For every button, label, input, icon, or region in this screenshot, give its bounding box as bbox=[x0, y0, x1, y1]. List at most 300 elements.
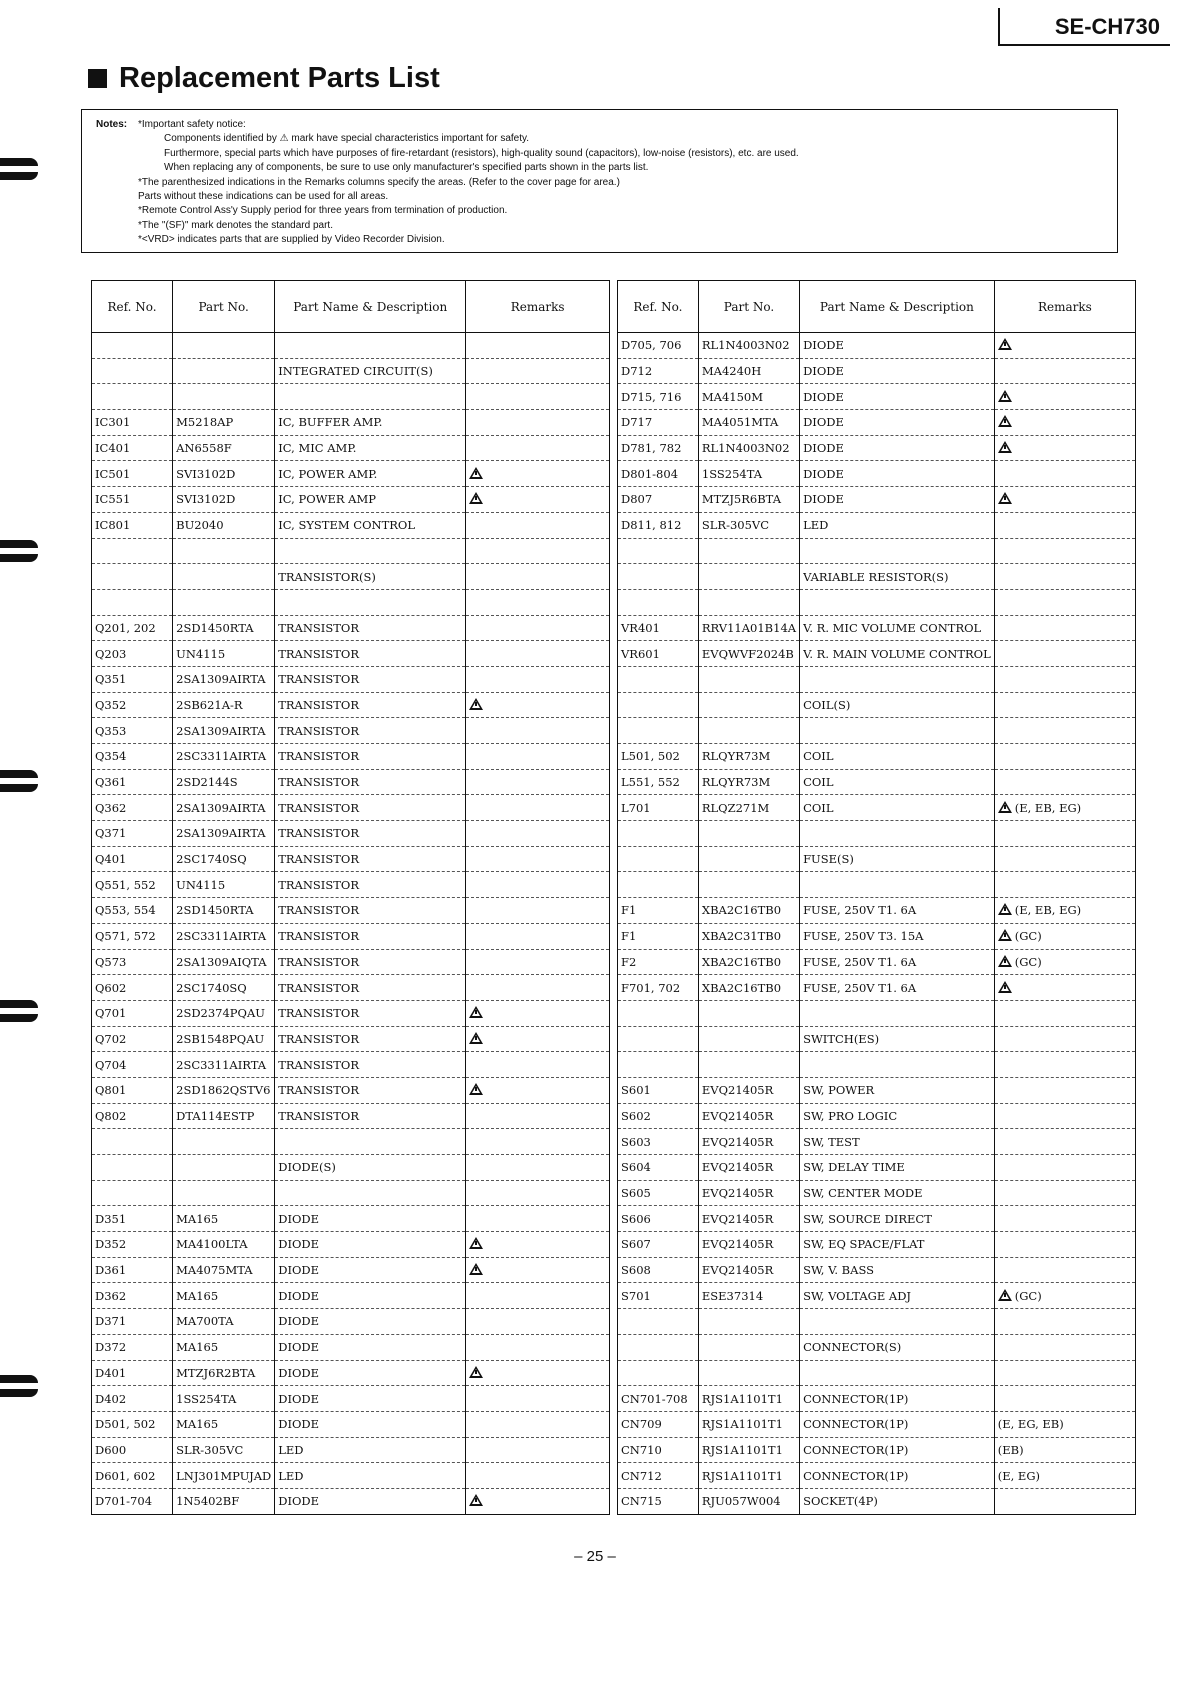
cell-ref: Q352 bbox=[92, 692, 173, 718]
table-row bbox=[92, 461, 610, 487]
cell-ref: D401 bbox=[92, 1360, 173, 1386]
cell-part: MA4075MTA bbox=[173, 1257, 275, 1283]
cell-part: 2SA1309AIRTA bbox=[173, 821, 275, 847]
cell-remarks bbox=[994, 795, 1135, 821]
cell-remarks bbox=[994, 718, 1135, 744]
col-header-part: Part No. bbox=[173, 281, 275, 333]
notes-line: *<VRD> indicates parts that are supplied by Video Recorder Division. bbox=[138, 234, 445, 246]
cell-ref bbox=[92, 358, 173, 384]
cell-desc: CONNECTOR(1P) bbox=[800, 1463, 995, 1489]
table-row bbox=[618, 1463, 1136, 1489]
safety-warning-icon bbox=[998, 955, 1012, 967]
cell-part bbox=[698, 872, 799, 898]
cell-desc: IC, BUFFER AMP. bbox=[275, 410, 466, 436]
cell-remarks bbox=[466, 589, 610, 615]
table-row bbox=[92, 1257, 610, 1283]
safety-warning-icon bbox=[998, 492, 1012, 504]
cell-desc bbox=[800, 821, 995, 847]
cell-part: MA4150M bbox=[698, 384, 799, 410]
cell-remarks bbox=[994, 923, 1135, 949]
cell-part: 2SC1740SQ bbox=[173, 975, 275, 1001]
cell-remarks bbox=[994, 1129, 1135, 1155]
cell-part: EVQ21405R bbox=[698, 1155, 799, 1181]
table-row bbox=[92, 512, 610, 538]
table-row bbox=[92, 923, 610, 949]
cell-part bbox=[698, 1000, 799, 1026]
cell-ref bbox=[618, 718, 699, 744]
cell-part: 2SC3311AIRTA bbox=[173, 744, 275, 770]
table-row bbox=[618, 1206, 1136, 1232]
cell-part: EVQ21405R bbox=[698, 1180, 799, 1206]
cell-part: SLR-305VC bbox=[173, 1437, 275, 1463]
cell-remarks bbox=[466, 666, 610, 692]
cell-part: MA4100LTA bbox=[173, 1232, 275, 1258]
cell-ref: Q553, 554 bbox=[92, 898, 173, 924]
cell-ref: IC551 bbox=[92, 487, 173, 513]
table-row bbox=[618, 461, 1136, 487]
cell-part: MTZJ6R2BTA bbox=[173, 1360, 275, 1386]
cell-part: 2SC1740SQ bbox=[173, 846, 275, 872]
table-row bbox=[92, 692, 610, 718]
cell-part: XBA2C16TB0 bbox=[698, 898, 799, 924]
safety-warning-icon bbox=[469, 1494, 483, 1506]
cell-remarks bbox=[994, 1257, 1135, 1283]
table-row bbox=[618, 1129, 1136, 1155]
cell-desc: FUSE, 250V T3. 15A bbox=[800, 923, 995, 949]
cell-desc: DIODE bbox=[800, 358, 995, 384]
cell-part: SVI3102D bbox=[173, 487, 275, 513]
table-row bbox=[92, 1386, 610, 1412]
safety-warning-icon bbox=[998, 338, 1012, 350]
safety-warning-icon bbox=[998, 415, 1012, 427]
cell-part bbox=[698, 846, 799, 872]
table-row bbox=[92, 1026, 610, 1052]
model-number: SE-CH730 bbox=[1054, 14, 1160, 39]
binder-hole-mark bbox=[0, 540, 38, 562]
cell-desc: TRANSISTOR bbox=[275, 1000, 466, 1026]
cell-remarks bbox=[466, 1283, 610, 1309]
table-row bbox=[92, 1463, 610, 1489]
cell-remarks bbox=[466, 949, 610, 975]
cell-ref bbox=[92, 538, 173, 564]
table-row bbox=[92, 1155, 610, 1181]
cell-desc: LED bbox=[275, 1463, 466, 1489]
col-header-desc: Part Name & Description bbox=[800, 281, 995, 333]
cell-part: EVQ21405R bbox=[698, 1257, 799, 1283]
cell-desc: DIODE bbox=[800, 384, 995, 410]
cell-ref: Q701 bbox=[92, 1000, 173, 1026]
cell-desc: DIODE bbox=[275, 1411, 466, 1437]
safety-warning-icon bbox=[469, 1366, 483, 1378]
cell-ref: CN712 bbox=[618, 1463, 699, 1489]
cell-desc: SW, V. BASS bbox=[800, 1257, 995, 1283]
cell-ref bbox=[618, 666, 699, 692]
table-row bbox=[618, 744, 1136, 770]
cell-ref: F2 bbox=[618, 949, 699, 975]
cell-ref: F1 bbox=[618, 898, 699, 924]
cell-desc bbox=[275, 1129, 466, 1155]
cell-part: RLQZ271M bbox=[698, 795, 799, 821]
cell-part bbox=[698, 538, 799, 564]
cell-part: RJS1A1101T1 bbox=[698, 1386, 799, 1412]
cell-desc: SW, SOURCE DIRECT bbox=[800, 1206, 995, 1232]
cell-remarks bbox=[466, 1052, 610, 1078]
cell-desc: FUSE, 250V T1. 6A bbox=[800, 975, 995, 1001]
parts-table-right-body bbox=[618, 333, 1136, 1515]
cell-remarks bbox=[466, 333, 610, 359]
title-bullet-square bbox=[88, 69, 107, 88]
cell-ref: D811, 812 bbox=[618, 512, 699, 538]
cell-ref: Q361 bbox=[92, 769, 173, 795]
table-row bbox=[92, 1129, 610, 1155]
cell-part: RL1N4003N02 bbox=[698, 435, 799, 461]
cell-remarks bbox=[466, 358, 610, 384]
safety-warning-icon bbox=[469, 1032, 483, 1044]
cell-part bbox=[698, 1052, 799, 1078]
notes-line: *The parenthesized indications in the Remarks columns specify the areas. (Refer to the cover page for area.) bbox=[138, 176, 620, 188]
table-row bbox=[618, 641, 1136, 667]
cell-remarks bbox=[994, 1103, 1135, 1129]
table-row bbox=[618, 872, 1136, 898]
safety-warning-icon bbox=[998, 441, 1012, 453]
cell-remarks bbox=[466, 1155, 610, 1181]
cell-ref: Q571, 572 bbox=[92, 923, 173, 949]
remarks-text: (E, EB, EG) bbox=[1014, 903, 1082, 918]
cell-remarks bbox=[994, 744, 1135, 770]
cell-part bbox=[698, 1334, 799, 1360]
cell-desc: TRANSISTOR(S) bbox=[275, 564, 466, 590]
cell-part: 2SD2144S bbox=[173, 769, 275, 795]
table-row bbox=[618, 1283, 1136, 1309]
cell-ref: D712 bbox=[618, 358, 699, 384]
cell-desc: CONNECTOR(S) bbox=[800, 1334, 995, 1360]
cell-desc: SW, POWER bbox=[800, 1077, 995, 1103]
cell-remarks bbox=[994, 1026, 1135, 1052]
cell-remarks bbox=[994, 1309, 1135, 1335]
cell-ref: Q573 bbox=[92, 949, 173, 975]
table-row bbox=[618, 898, 1136, 924]
cell-desc: DIODE bbox=[275, 1257, 466, 1283]
cell-part bbox=[698, 589, 799, 615]
cell-ref: D352 bbox=[92, 1232, 173, 1258]
table-row bbox=[618, 975, 1136, 1001]
table-row bbox=[92, 1411, 610, 1437]
cell-ref bbox=[618, 1052, 699, 1078]
cell-part: 2SA1309AIQTA bbox=[173, 949, 275, 975]
cell-remarks bbox=[994, 1334, 1135, 1360]
cell-remarks bbox=[994, 1463, 1135, 1489]
cell-ref: S601 bbox=[618, 1077, 699, 1103]
cell-ref bbox=[618, 1026, 699, 1052]
cell-desc: CONNECTOR(1P) bbox=[800, 1437, 995, 1463]
cell-ref: Q371 bbox=[92, 821, 173, 847]
cell-desc: DIODE bbox=[800, 333, 995, 359]
table-row bbox=[618, 410, 1136, 436]
cell-part: RJS1A1101T1 bbox=[698, 1411, 799, 1437]
cell-ref: D371 bbox=[92, 1309, 173, 1335]
cell-part: SLR-305VC bbox=[698, 512, 799, 538]
cell-remarks bbox=[466, 615, 610, 641]
table-row bbox=[92, 744, 610, 770]
cell-desc: DIODE bbox=[275, 1488, 466, 1514]
remarks-text: (GC) bbox=[1014, 1288, 1042, 1303]
cell-part: 1SS254TA bbox=[698, 461, 799, 487]
cell-desc: IC, MIC AMP. bbox=[275, 435, 466, 461]
cell-ref bbox=[618, 1360, 699, 1386]
notes-line: *Important safety notice: bbox=[138, 119, 246, 130]
cell-desc: COIL(S) bbox=[800, 692, 995, 718]
cell-ref: CN709 bbox=[618, 1411, 699, 1437]
cell-part: 1SS254TA bbox=[173, 1386, 275, 1412]
cell-desc: COIL bbox=[800, 795, 995, 821]
safety-warning-icon bbox=[998, 390, 1012, 402]
table-row bbox=[92, 1077, 610, 1103]
cell-remarks bbox=[994, 846, 1135, 872]
cell-remarks bbox=[466, 795, 610, 821]
cell-part bbox=[173, 1180, 275, 1206]
cell-remarks bbox=[466, 1488, 610, 1514]
cell-part: MTZJ5R6BTA bbox=[698, 487, 799, 513]
cell-ref: D701-704 bbox=[92, 1488, 173, 1514]
cell-desc: DIODE bbox=[275, 1360, 466, 1386]
cell-part: RLQYR73M bbox=[698, 744, 799, 770]
cell-part: EVQ21405R bbox=[698, 1232, 799, 1258]
cell-part: 2SB621A-R bbox=[173, 692, 275, 718]
cell-ref bbox=[618, 589, 699, 615]
table-row bbox=[618, 1155, 1136, 1181]
cell-remarks bbox=[994, 975, 1135, 1001]
table-row bbox=[618, 358, 1136, 384]
cell-desc: IC, SYSTEM CONTROL bbox=[275, 512, 466, 538]
parts-table-left bbox=[91, 280, 610, 1515]
cell-remarks bbox=[466, 1103, 610, 1129]
cell-part: XBA2C31TB0 bbox=[698, 923, 799, 949]
cell-remarks bbox=[466, 1411, 610, 1437]
cell-ref bbox=[92, 333, 173, 359]
cell-remarks bbox=[466, 1000, 610, 1026]
cell-ref bbox=[618, 821, 699, 847]
safety-warning-icon bbox=[998, 1289, 1012, 1301]
cell-remarks bbox=[994, 1437, 1135, 1463]
cell-remarks bbox=[994, 1077, 1135, 1103]
cell-remarks bbox=[994, 1283, 1135, 1309]
table-row bbox=[618, 769, 1136, 795]
cell-part: XBA2C16TB0 bbox=[698, 975, 799, 1001]
table-row bbox=[618, 1334, 1136, 1360]
cell-remarks bbox=[466, 435, 610, 461]
cell-remarks bbox=[466, 923, 610, 949]
cell-desc: SW, EQ SPACE/FLAT bbox=[800, 1232, 995, 1258]
cell-ref bbox=[618, 564, 699, 590]
cell-ref: S603 bbox=[618, 1129, 699, 1155]
cell-part: MA700TA bbox=[173, 1309, 275, 1335]
cell-desc: DIODE bbox=[800, 435, 995, 461]
cell-desc: TRANSISTOR bbox=[275, 846, 466, 872]
cell-ref bbox=[92, 1129, 173, 1155]
cell-part: 2SD1450RTA bbox=[173, 898, 275, 924]
table-row bbox=[618, 333, 1136, 359]
cell-remarks bbox=[994, 435, 1135, 461]
cell-ref bbox=[92, 564, 173, 590]
table-row bbox=[92, 1309, 610, 1335]
cell-desc: SW, CENTER MODE bbox=[800, 1180, 995, 1206]
cell-desc: DIODE bbox=[275, 1232, 466, 1258]
table-row bbox=[618, 795, 1136, 821]
cell-part bbox=[698, 1026, 799, 1052]
cell-desc: V. R. MAIN VOLUME CONTROL bbox=[800, 641, 995, 667]
cell-remarks bbox=[466, 769, 610, 795]
cell-desc: TRANSISTOR bbox=[275, 898, 466, 924]
cell-desc: TRANSISTOR bbox=[275, 718, 466, 744]
notes-line: Furthermore, special parts which have purposes of fire-retardant (resistors), high-quality sound (capacitors), low-noise (resistors), etc. are used. bbox=[164, 147, 799, 159]
cell-desc: DIODE bbox=[275, 1386, 466, 1412]
cell-part: 2SA1309AIRTA bbox=[173, 666, 275, 692]
safety-warning-icon bbox=[469, 1006, 483, 1018]
cell-desc: TRANSISTOR bbox=[275, 923, 466, 949]
cell-part: EVQWVF2024B bbox=[698, 641, 799, 667]
cell-ref: IC401 bbox=[92, 435, 173, 461]
cell-remarks bbox=[466, 461, 610, 487]
table-row bbox=[92, 538, 610, 564]
notes-box bbox=[81, 109, 1118, 253]
table-row bbox=[92, 769, 610, 795]
cell-part: 1N5402BF bbox=[173, 1488, 275, 1514]
cell-desc bbox=[800, 589, 995, 615]
cell-ref: Q702 bbox=[92, 1026, 173, 1052]
binder-hole-mark bbox=[0, 770, 38, 792]
cell-desc bbox=[800, 538, 995, 564]
cell-desc: IC, POWER AMP bbox=[275, 487, 466, 513]
cell-ref: S608 bbox=[618, 1257, 699, 1283]
cell-part: 2SC3311AIRTA bbox=[173, 1052, 275, 1078]
cell-remarks bbox=[466, 1360, 610, 1386]
cell-remarks bbox=[994, 872, 1135, 898]
cell-ref: F1 bbox=[618, 923, 699, 949]
cell-desc: DIODE bbox=[800, 487, 995, 513]
table-row bbox=[92, 821, 610, 847]
cell-ref: D801-804 bbox=[618, 461, 699, 487]
cell-ref: IC501 bbox=[92, 461, 173, 487]
cell-desc: SW, VOLTAGE ADJ bbox=[800, 1283, 995, 1309]
remarks-text: (E, EG, EB) bbox=[997, 1417, 1064, 1432]
cell-desc: LED bbox=[800, 512, 995, 538]
cell-remarks bbox=[466, 1129, 610, 1155]
cell-ref: D705, 706 bbox=[618, 333, 699, 359]
cell-desc: DIODE(S) bbox=[275, 1155, 466, 1181]
cell-ref bbox=[92, 1155, 173, 1181]
page-title bbox=[88, 62, 440, 95]
table-row bbox=[618, 615, 1136, 641]
cell-part: BU2040 bbox=[173, 512, 275, 538]
table-row bbox=[92, 1437, 610, 1463]
cell-ref: S701 bbox=[618, 1283, 699, 1309]
table-row bbox=[92, 1000, 610, 1026]
cell-remarks bbox=[994, 461, 1135, 487]
binder-hole-mark bbox=[0, 1000, 38, 1022]
cell-part: EVQ21405R bbox=[698, 1103, 799, 1129]
table-row bbox=[618, 435, 1136, 461]
cell-remarks bbox=[466, 898, 610, 924]
table-row bbox=[618, 1232, 1136, 1258]
cell-ref bbox=[92, 384, 173, 410]
cell-ref: VR601 bbox=[618, 641, 699, 667]
cell-part: 2SD2374PQAU bbox=[173, 1000, 275, 1026]
cell-part: MA165 bbox=[173, 1206, 275, 1232]
cell-remarks bbox=[466, 872, 610, 898]
cell-part bbox=[173, 589, 275, 615]
cell-remarks bbox=[994, 410, 1135, 436]
safety-warning-icon bbox=[998, 929, 1012, 941]
cell-desc bbox=[275, 1180, 466, 1206]
table-row bbox=[618, 1257, 1136, 1283]
cell-part: UN4115 bbox=[173, 872, 275, 898]
cell-part bbox=[698, 718, 799, 744]
safety-warning-icon bbox=[469, 1263, 483, 1275]
table-row bbox=[618, 718, 1136, 744]
table-row bbox=[92, 564, 610, 590]
table-row bbox=[92, 1232, 610, 1258]
cell-desc bbox=[800, 666, 995, 692]
cell-ref: Q801 bbox=[92, 1077, 173, 1103]
safety-warning-icon bbox=[998, 981, 1012, 993]
cell-remarks bbox=[466, 487, 610, 513]
cell-ref: Q201, 202 bbox=[92, 615, 173, 641]
cell-desc: DIODE bbox=[275, 1309, 466, 1335]
cell-part: RLQYR73M bbox=[698, 769, 799, 795]
table-row bbox=[618, 1437, 1136, 1463]
binder-hole-mark bbox=[0, 158, 38, 180]
cell-remarks bbox=[994, 1180, 1135, 1206]
cell-desc: DIODE bbox=[800, 461, 995, 487]
notes-label: Notes: bbox=[96, 119, 128, 130]
cell-ref bbox=[618, 846, 699, 872]
cell-ref: Q351 bbox=[92, 666, 173, 692]
cell-desc: SW, DELAY TIME bbox=[800, 1155, 995, 1181]
table-row bbox=[618, 1488, 1136, 1514]
cell-ref: Q354 bbox=[92, 744, 173, 770]
cell-desc: DIODE bbox=[275, 1206, 466, 1232]
cell-ref: L501, 502 bbox=[618, 744, 699, 770]
col-header-remarks: Remarks bbox=[994, 281, 1135, 333]
safety-warning-icon bbox=[469, 698, 483, 710]
cell-remarks bbox=[466, 512, 610, 538]
remarks-text: (GC) bbox=[1014, 929, 1042, 944]
cell-desc: COIL bbox=[800, 744, 995, 770]
cell-desc bbox=[275, 333, 466, 359]
table-row bbox=[92, 795, 610, 821]
cell-desc: DIODE bbox=[275, 1283, 466, 1309]
cell-desc: TRANSISTOR bbox=[275, 615, 466, 641]
table-row bbox=[92, 1488, 610, 1514]
table-row bbox=[618, 666, 1136, 692]
cell-part: MA165 bbox=[173, 1283, 275, 1309]
cell-remarks bbox=[466, 1077, 610, 1103]
table-row bbox=[92, 615, 610, 641]
table-row bbox=[92, 1334, 610, 1360]
cell-part: MA4240H bbox=[698, 358, 799, 384]
cell-ref: S605 bbox=[618, 1180, 699, 1206]
table-row bbox=[618, 1411, 1136, 1437]
table-row bbox=[92, 949, 610, 975]
safety-warning-icon bbox=[469, 1083, 483, 1095]
table-row bbox=[92, 1360, 610, 1386]
table-header-row bbox=[618, 281, 1136, 333]
cell-desc: VARIABLE RESISTOR(S) bbox=[800, 564, 995, 590]
table-row bbox=[618, 589, 1136, 615]
table-row bbox=[618, 487, 1136, 513]
cell-part bbox=[698, 666, 799, 692]
table-row bbox=[618, 1103, 1136, 1129]
